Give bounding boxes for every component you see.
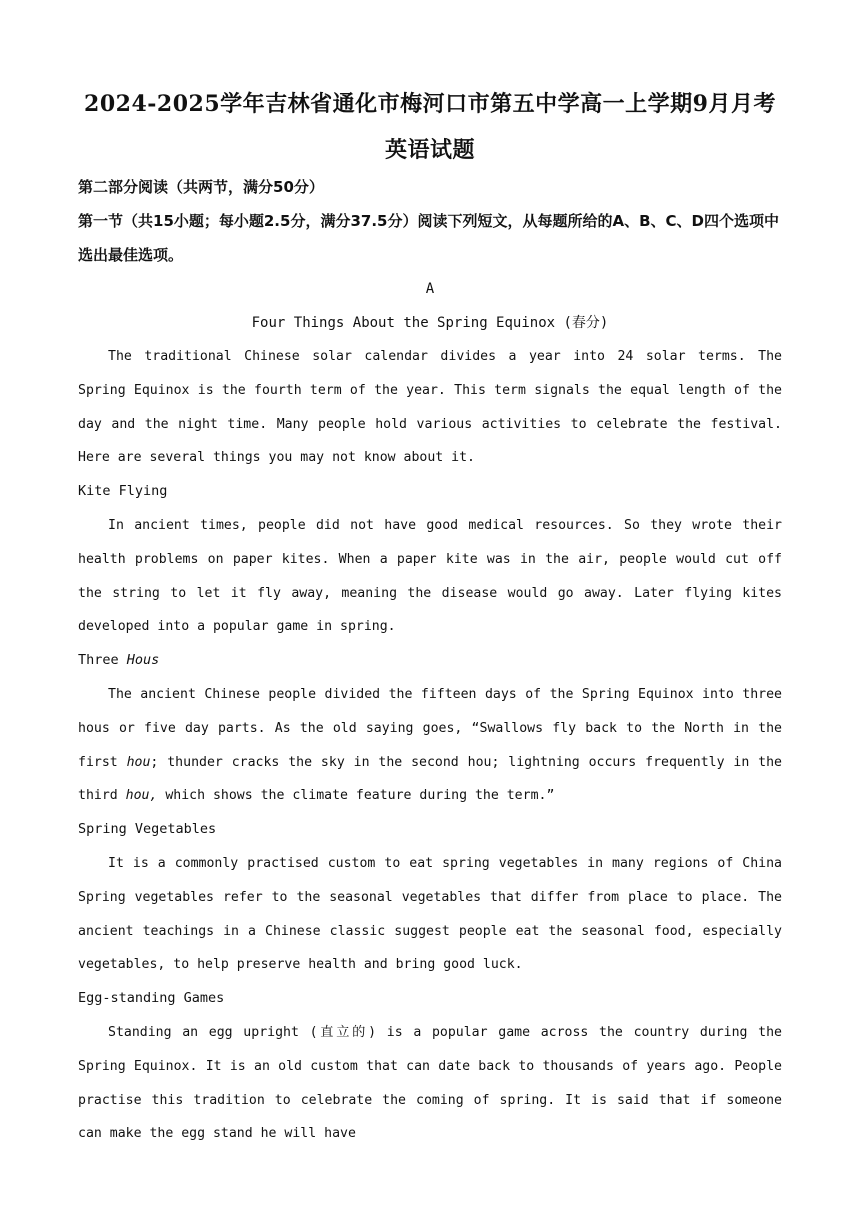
kite-flying-heading: Kite Flying <box>78 483 168 500</box>
three-hous-heading-italic: Hous <box>126 652 160 669</box>
spring-vegetables-paragraph: It is a commonly practised custom to eat spring vegetables in many regions of China Spring vegetables refer to the seasonal vegetables that differ from place to place. The ancient teachings in a Chinese classic suggest people eat the seasonal food, especially vegetables, to help preserve health and bring good luck. <box>78 855 782 973</box>
hous-text-part3: which shows the climate feature during the term.” <box>157 788 555 804</box>
passage-letter: A <box>425 281 435 297</box>
hous-text-italic1: hou <box>126 754 151 770</box>
three-hous-heading-prefix: Three <box>78 652 127 669</box>
egg-standing-heading: Egg-standing Games <box>78 990 225 1007</box>
spring-vegetables-heading: Spring Vegetables <box>78 821 217 838</box>
kite-flying-paragraph: In ancient times, people did not have good medical resources. So they wrote their health problems on paper kites. When a paper kite was in the air, people would cut off the string to let it fly away, meaning the disease would go away. Later flying kites developed into a popular game in spring. <box>78 517 782 635</box>
passage-title: Four Things About the Spring Equinox (春分) <box>251 315 609 331</box>
section-instruction: 第一节（共15小题；每小题2.5分，满分37.5分）阅读下列短文，从每题所给的A、B、C、D四个选项中选出最佳选项。 <box>78 212 779 264</box>
document-title-line1: 2024-2025学年吉林省通化市梅河口市第五中学高一上学期9月月考 <box>84 91 776 117</box>
three-hous-heading <box>78 644 782 678</box>
egg-standing-paragraph: Standing an egg upright (直立的) is a popular game across the country during the Spring Equinox. It is an old custom that can date back to thousands of years ago. People practise this tradition to celebrate the coming of spring. It is said that if someone can make the egg stand he will have <box>78 1024 782 1142</box>
section-part-heading: 第二部分阅读（共两节，满分50分） <box>78 178 324 196</box>
three-hous-paragraph <box>78 678 782 813</box>
passage-intro-paragraph: The traditional Chinese solar calendar divides a year into 24 solar terms. The Spring Equinox is the fourth term of the year. This term signals the equal length of the day and the night time. Many people hold various activities to celebrate the festival. Here are several things you may not know about it. <box>78 349 782 466</box>
document-page <box>78 84 782 1151</box>
hous-text-part2: ; thunder cracks the sky in the second hou; lightning occurs frequently in the third <box>78 754 782 804</box>
hous-text-part1: The ancient Chinese people divided the fifteen days of the Spring Equinox into three hous or five day parts. As the old saying goes, “Swallows fly back to the North in the first <box>78 686 782 770</box>
hous-text-italic2: hou, <box>125 788 158 804</box>
document-title-line2: 英语试题 <box>384 137 475 163</box>
